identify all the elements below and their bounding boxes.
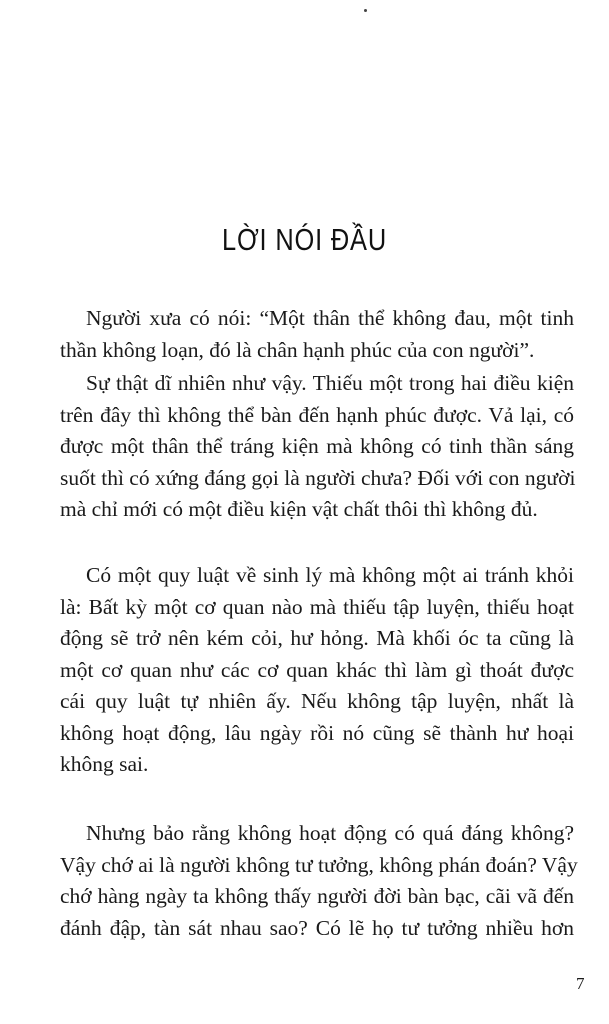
text-line: một cơ quan như các cơ quan khác thì làm gì thoát được xyxy=(60,657,574,682)
text-line: thần không loạn, đó là chân hạnh phúc của con người”. xyxy=(60,337,535,362)
text-line: trên đây thì không thể bàn đến hạnh phúc được. Vả lại, có xyxy=(60,402,574,427)
paragraph-4 xyxy=(60,818,578,944)
text-line: được một thân thể tráng kiện mà không có tinh thần sáng xyxy=(60,434,574,458)
text-line: Vậy chớ ai là người không tư tưởng, không phán đoán? Vậy xyxy=(60,852,578,877)
text-line: là: Bất kỳ một cơ quan nào mà thiếu tập luyện, thiếu hoạt xyxy=(60,594,574,619)
text-line: không sai. xyxy=(60,752,149,776)
text-line: không hoạt động, lâu ngày rồi nó cũng sẽ thành hư hoại xyxy=(60,720,574,745)
text-line: Nhưng bảo rằng không hoạt động có quá đáng không? xyxy=(86,821,574,845)
page-number: 7 xyxy=(576,974,585,993)
text-line: Người xưa có nói: “Một thân thể không đau, một tinh xyxy=(86,306,574,330)
paragraph-1 xyxy=(60,303,574,366)
text-line: Có một quy luật về sinh lý mà không một ai tránh khỏi xyxy=(86,563,574,587)
text-line: động sẽ trở nên kém cỏi, hư hỏng. Mà khối óc ta cũng là xyxy=(60,626,574,650)
chapter-title: LỜI NÓI ĐẦU xyxy=(221,222,387,257)
text-line: đánh đập, tàn sát nhau sao? Có lẽ họ tư tưởng nhiều hơn xyxy=(60,915,574,940)
text-line: mà chỉ mới có một điều kiện vật chất thôi thì không đủ. xyxy=(60,497,538,521)
paragraph-2 xyxy=(60,368,574,526)
text-line: Sự thật dĩ nhiên như vậy. Thiếu một trong hai điều kiện xyxy=(86,371,574,395)
paragraph-3 xyxy=(60,560,574,781)
scan-speck xyxy=(364,9,367,12)
text-line: suốt thì có xứng đáng gọi là người chưa? Đối với con người xyxy=(60,465,576,490)
text-line: cái quy luật tự nhiên ấy. Nếu không tập luyện, nhất là xyxy=(60,689,574,713)
text-line: chớ hàng ngày ta không thấy người đời bàn bạc, cãi vã đến xyxy=(60,884,574,908)
